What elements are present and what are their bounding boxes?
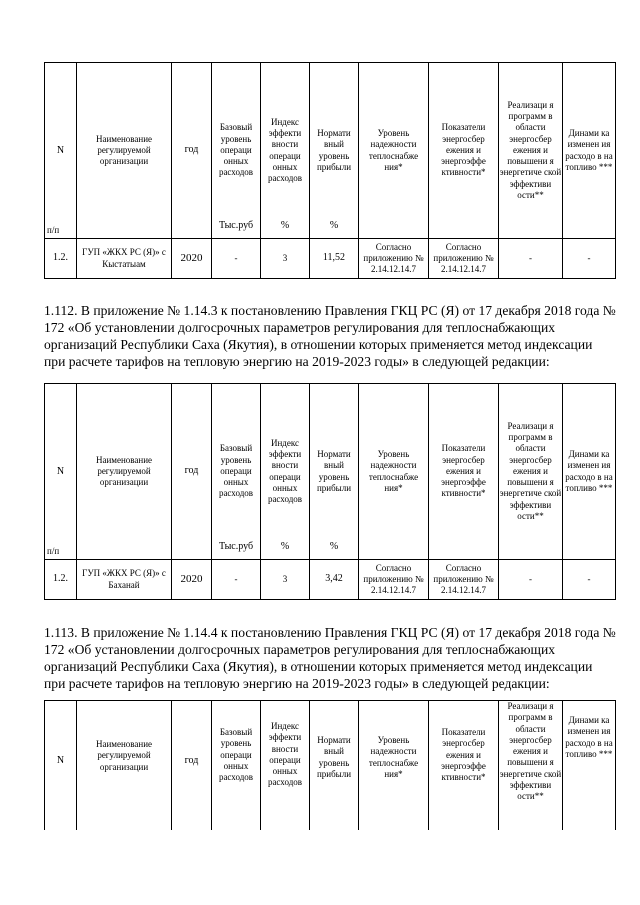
params-table-3-clip bbox=[0, 700, 640, 830]
row-year: 2020 bbox=[172, 239, 212, 279]
paragraph-1-112: 1.112. В приложение № 1.14.3 к постановлению Правления ГКЦ РС (Я) от 17 декабря 2018 года № 172 «Об установлении долгосрочных параметров регулирования для теплоснабжающих организаций Республики Саха (Якутия), в отношении которых применяется метод индексации при расчете тарифов на тепловую энергию на 2019-2023 годы» в следующей редакции: bbox=[44, 303, 616, 369]
header-n: N п/п bbox=[45, 63, 77, 239]
header-name: Наименование регулируемой организации bbox=[77, 701, 172, 831]
header-dyn: Динами ка изменен ия расходо в на топливо *** bbox=[563, 384, 616, 560]
row-norm: 11,52 bbox=[310, 239, 359, 279]
header-norm: Нормати вный уровень прибыли % bbox=[310, 63, 359, 239]
header-base: Базовый уровень операци онных расходов Тыс.руб bbox=[212, 63, 261, 239]
header-base: Базовый уровень операци онных расходов bbox=[212, 701, 261, 831]
header-energy: Показатели энергосбер ежения и энергоэффе ктивности* bbox=[429, 63, 499, 239]
row-index: 3 bbox=[261, 560, 310, 600]
row-dyn: - bbox=[563, 239, 616, 279]
row-norm: 3,42 bbox=[310, 560, 359, 600]
header-base: Базовый уровень операци онных расходов Тыс.руб bbox=[212, 384, 261, 560]
row-index: 3 bbox=[261, 239, 310, 279]
header-year: год bbox=[172, 701, 212, 831]
header-reliab: Уровень надежности теплоснабже ния* bbox=[359, 384, 429, 560]
header-n: N bbox=[45, 701, 77, 831]
header-index: Индекс эффекти вности операци онных расходов % bbox=[261, 63, 310, 239]
header-n: N п/п bbox=[45, 384, 77, 560]
row-reliab: Согласно приложению № 2.14.12.14.7 bbox=[359, 239, 429, 279]
row-program: - bbox=[499, 239, 563, 279]
header-dyn: Динами ка изменен ия расходо в на топливо *** bbox=[563, 701, 616, 831]
row-dyn: - bbox=[563, 560, 616, 600]
row-org-name: ГУП «ЖКХ РС (Я)» с Кыстатыам bbox=[77, 239, 172, 279]
header-program: Реализаци я программ в области энергосбер ежения и повышени я энергетиче ской эффективи ости** bbox=[499, 63, 563, 239]
header-energy: Показатели энергосбер ежения и энергоэффе ктивности* bbox=[429, 384, 499, 560]
header-norm: Нормати вный уровень прибыли % bbox=[310, 384, 359, 560]
header-index: Индекс эффекти вности операци онных расходов bbox=[261, 701, 310, 831]
row-org-name: ГУП «ЖКХ РС (Я)» с Баханай bbox=[77, 560, 172, 600]
row-year: 2020 bbox=[172, 560, 212, 600]
table-row bbox=[45, 560, 616, 600]
row-base: - bbox=[212, 239, 261, 279]
row-energy: Согласно приложению № 2.14.12.14.7 bbox=[429, 560, 499, 600]
params-table-3 bbox=[44, 700, 616, 830]
header-reliab: Уровень надежности теплоснабже ния* bbox=[359, 701, 429, 831]
header-dyn: Динами ка изменен ия расходо в на топливо *** bbox=[563, 63, 616, 239]
row-number: 1.2. bbox=[45, 239, 77, 279]
row-base: - bbox=[212, 560, 261, 600]
header-program: Реализаци я программ в области энергосбер ежения и повышени я энергетиче ской эффективи ости** bbox=[499, 384, 563, 560]
header-reliab: Уровень надежности теплоснабже ния* bbox=[359, 63, 429, 239]
row-number: 1.2. bbox=[45, 560, 77, 600]
header-energy: Показатели энергосбер ежения и энергоэффе ктивности* bbox=[429, 701, 499, 831]
table-row bbox=[45, 239, 616, 279]
paragraph-1-113: 1.113. В приложение № 1.14.4 к постановлению Правления ГКЦ РС (Я) от 17 декабря 2018 года № 172 «Об установлении долгосрочных параметров регулирования для теплоснабжающих организаций Республики Саха (Якутия), в отношении которых применяется метод индексации при расчете тарифов на тепловую энергию на 2019-2023 годы» в следующей редакции: bbox=[44, 625, 616, 691]
row-program: - bbox=[499, 560, 563, 600]
header-year: год bbox=[172, 63, 212, 239]
header-name: Наименование регулируемой организации bbox=[77, 384, 172, 560]
header-index: Индекс эффекти вности операци онных расходов % bbox=[261, 384, 310, 560]
header-year: год bbox=[172, 384, 212, 560]
params-table-2 bbox=[44, 383, 616, 600]
header-program: Реализаци я программ в области энергосбер ежения и повышени я энергетиче ской эффективи ости** bbox=[499, 701, 563, 831]
params-table-1 bbox=[44, 62, 616, 279]
header-name: Наименование регулируемой организации bbox=[77, 63, 172, 239]
row-reliab: Согласно приложению № 2.14.12.14.7 bbox=[359, 560, 429, 600]
header-norm: Нормати вный уровень прибыли bbox=[310, 701, 359, 831]
row-energy: Согласно приложению № 2.14.12.14.7 bbox=[429, 239, 499, 279]
